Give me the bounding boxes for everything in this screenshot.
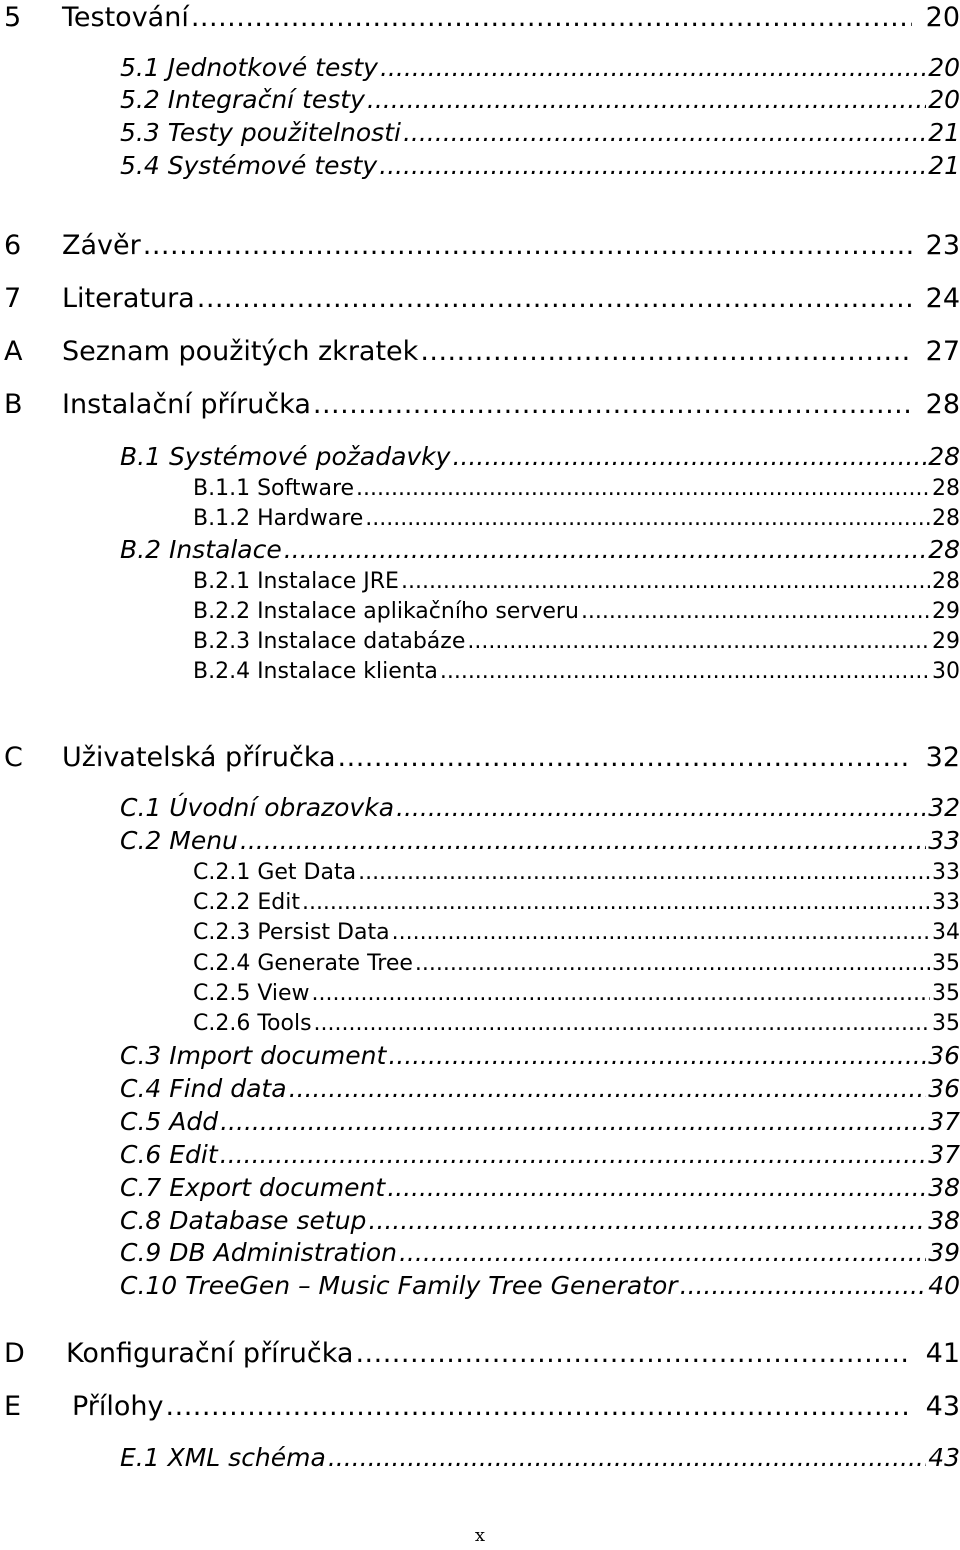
toc-entry-title: E.1 XML schéma bbox=[120, 1443, 326, 1472]
dot-leader bbox=[401, 567, 930, 597]
page-number: x bbox=[474, 1525, 486, 1546]
dot-leader bbox=[399, 1237, 926, 1269]
toc-entry-title: C.2.5 View bbox=[193, 981, 310, 1006]
toc-entry-subsection-b-2-2[interactable] bbox=[193, 597, 960, 627]
toc-entry-subsection-b-1-1[interactable] bbox=[193, 474, 960, 504]
dot-leader bbox=[284, 534, 926, 566]
toc-entry-page: 32 bbox=[928, 793, 960, 822]
toc-entry-section-5-1[interactable] bbox=[120, 52, 960, 84]
toc-entry-title: C.2.6 Tools bbox=[193, 1011, 312, 1036]
toc-entry-page: 38 bbox=[928, 1173, 960, 1202]
toc-entry-title: Přílohy bbox=[72, 1391, 164, 1422]
dot-leader bbox=[355, 1336, 911, 1372]
toc-entry-title: B.1 Systémové požadavky bbox=[120, 442, 451, 471]
toc-entry-subsection-c-2-4[interactable] bbox=[193, 949, 960, 979]
toc-entry-page: 21 bbox=[928, 151, 960, 180]
dot-leader bbox=[380, 52, 926, 84]
toc-entry-title: 5.1 Jednotkové testy bbox=[120, 53, 378, 82]
dot-leader bbox=[440, 657, 930, 687]
toc-entry-page: 33 bbox=[932, 860, 960, 885]
toc-entry-chapter-5[interactable] bbox=[0, 0, 960, 36]
dot-leader bbox=[143, 228, 912, 264]
toc-entry-title: Uživatelská příručka bbox=[62, 742, 336, 773]
toc-entry-subsection-b-2-4[interactable] bbox=[193, 657, 960, 687]
dot-leader bbox=[358, 858, 930, 888]
toc-entry-subsection-b-2-1[interactable] bbox=[193, 567, 960, 597]
toc-entry-section-c-6[interactable] bbox=[120, 1139, 960, 1171]
toc-entry-section-e-1[interactable] bbox=[120, 1442, 960, 1474]
toc-entry-page: 20 bbox=[928, 53, 960, 82]
toc-entry-appendix-e[interactable] bbox=[0, 1389, 960, 1425]
toc-entry-number: B bbox=[4, 389, 23, 420]
toc-entry-page: 28 bbox=[932, 476, 960, 501]
toc-entry-title: C.2.1 Get Data bbox=[193, 860, 357, 885]
toc-entry-appendix-c[interactable] bbox=[0, 740, 960, 776]
toc-entry-title: C.2 Menu bbox=[120, 826, 238, 855]
toc-entry-section-c-9[interactable] bbox=[120, 1237, 960, 1269]
toc-entry-page: 28 bbox=[928, 442, 960, 471]
dot-leader bbox=[365, 504, 930, 534]
toc-entry-title: B.2.4 Instalace klienta bbox=[193, 659, 438, 684]
toc-entry-page: 20 bbox=[928, 85, 960, 114]
toc-entry-title: C.7 Export document bbox=[120, 1173, 386, 1202]
toc-entry-title: C.5 Add bbox=[120, 1107, 219, 1136]
dot-leader bbox=[581, 597, 930, 627]
toc-entry-section-c-8[interactable] bbox=[120, 1205, 960, 1237]
toc-entry-title: 5.3 Testy použitelnosti bbox=[120, 118, 401, 147]
toc-entry-section-c-3[interactable] bbox=[120, 1040, 960, 1072]
toc-entry-page: 28 bbox=[932, 506, 960, 531]
toc-entry-subsection-c-2-1[interactable] bbox=[193, 858, 960, 888]
dot-leader bbox=[415, 949, 930, 979]
dot-leader bbox=[338, 740, 912, 776]
dot-leader bbox=[314, 1009, 930, 1039]
toc-entry-section-b-1[interactable] bbox=[120, 441, 960, 473]
toc-entry-number: 7 bbox=[4, 283, 22, 314]
toc-entry-page: 35 bbox=[932, 1011, 960, 1036]
toc-entry-page: 35 bbox=[932, 951, 960, 976]
toc-entry-title: C.1 Úvodní obrazovka bbox=[120, 793, 395, 822]
toc-entry-page: 28 bbox=[928, 535, 960, 564]
toc-entry-title: B.1.1 Software bbox=[193, 476, 355, 501]
dot-leader bbox=[452, 441, 926, 473]
toc-entry-title: C.9 DB Administration bbox=[120, 1238, 397, 1267]
dot-leader bbox=[240, 825, 926, 857]
toc-entry-number: 5 bbox=[4, 2, 22, 33]
dot-leader bbox=[367, 84, 926, 116]
toc-entry-subsection-c-2-3[interactable] bbox=[193, 918, 960, 948]
toc-entry-subsection-c-2-6[interactable] bbox=[193, 1009, 960, 1039]
toc-entry-page: 34 bbox=[932, 920, 960, 945]
toc-entry-number: D bbox=[4, 1338, 25, 1369]
toc-entry-number: A bbox=[4, 336, 23, 367]
toc-entry-page: 23 bbox=[925, 230, 960, 261]
toc-entry-title: 5.4 Systémové testy bbox=[120, 151, 378, 180]
toc-entry-title: Literatura bbox=[62, 283, 195, 314]
toc-entry-title: B.1.2 Hardware bbox=[193, 506, 364, 531]
toc-entry-appendix-a[interactable] bbox=[0, 334, 960, 370]
toc-entry-subsection-c-2-5[interactable] bbox=[193, 979, 960, 1009]
toc-entry-page: 20 bbox=[925, 2, 960, 33]
toc-entry-section-5-3[interactable] bbox=[120, 117, 960, 149]
toc-entry-title: C.3 Import document bbox=[120, 1041, 387, 1070]
toc-entry-page: 29 bbox=[932, 599, 960, 624]
toc-entry-section-c-5[interactable] bbox=[120, 1106, 960, 1138]
toc-entry-page: 24 bbox=[925, 283, 960, 314]
dot-leader bbox=[312, 979, 930, 1009]
toc-entry-title: C.2.2 Edit bbox=[193, 890, 300, 915]
dot-leader bbox=[680, 1270, 927, 1302]
toc-entry-page: 38 bbox=[928, 1206, 960, 1235]
dot-leader bbox=[220, 1139, 927, 1171]
toc-entry-subsection-b-1-2[interactable] bbox=[193, 504, 960, 534]
toc-entry-section-5-2[interactable] bbox=[120, 84, 960, 116]
toc-entry-page: 43 bbox=[928, 1443, 960, 1472]
dot-leader bbox=[387, 1172, 926, 1204]
dot-leader bbox=[166, 1389, 912, 1425]
toc-entry-subsection-b-2-3[interactable] bbox=[193, 627, 960, 657]
dot-leader bbox=[220, 1106, 926, 1138]
toc-entry-title: 5.2 Integrační testy bbox=[120, 85, 365, 114]
dot-leader bbox=[191, 0, 912, 36]
dot-leader bbox=[197, 281, 912, 317]
toc-entry-title: C.6 Edit bbox=[120, 1140, 218, 1169]
dot-leader bbox=[313, 387, 912, 423]
toc-entry-page: 30 bbox=[932, 659, 960, 684]
toc-entry-appendix-b[interactable] bbox=[0, 387, 960, 423]
dot-leader bbox=[368, 1205, 926, 1237]
toc-entry-page: 39 bbox=[928, 1238, 960, 1267]
dot-leader bbox=[356, 474, 930, 504]
toc-entry-page: 33 bbox=[928, 826, 960, 855]
dot-leader bbox=[388, 1040, 926, 1072]
toc-entry-page: 21 bbox=[928, 118, 960, 147]
dot-leader bbox=[302, 888, 930, 918]
toc-entry-page: 28 bbox=[925, 389, 960, 420]
toc-entry-page: 36 bbox=[928, 1041, 960, 1070]
toc-entry-section-5-4[interactable] bbox=[120, 150, 960, 182]
toc-entry-page: 36 bbox=[928, 1074, 960, 1103]
dot-leader bbox=[289, 1073, 927, 1105]
toc-entry-title: C.2.3 Persist Data bbox=[193, 920, 390, 945]
toc-entry-page: 43 bbox=[925, 1391, 960, 1422]
toc-entry-section-c-4[interactable] bbox=[120, 1073, 960, 1105]
toc-entry-page: 37 bbox=[928, 1107, 960, 1136]
toc-entry-chapter-7[interactable] bbox=[0, 281, 960, 317]
toc-entry-title: C.2.4 Generate Tree bbox=[193, 951, 413, 976]
toc-entry-title: Instalační příručka bbox=[62, 389, 311, 420]
toc-entry-page: 32 bbox=[925, 742, 960, 773]
toc-entry-title: Seznam použitých zkratek bbox=[62, 336, 419, 367]
toc-entry-title: B.2.1 Instalace JRE bbox=[193, 569, 399, 594]
dot-leader bbox=[392, 918, 930, 948]
toc-entry-page: 33 bbox=[932, 890, 960, 915]
toc-entry-number: C bbox=[4, 742, 23, 773]
toc-entry-number: E bbox=[4, 1391, 22, 1422]
toc-entry-page: 28 bbox=[932, 569, 960, 594]
dot-leader bbox=[467, 627, 930, 657]
dot-leader bbox=[396, 792, 926, 824]
toc-entry-section-c-2[interactable] bbox=[120, 825, 960, 857]
toc-entry-title: B.2.2 Instalace aplikačního serveru bbox=[193, 599, 579, 624]
toc-entry-page: 37 bbox=[928, 1140, 960, 1169]
toc-entry-title: C.10 TreeGen – Music Family Tree Generator bbox=[120, 1271, 678, 1300]
toc-entry-section-c-1[interactable] bbox=[120, 792, 960, 824]
toc-entry-section-c-10[interactable] bbox=[120, 1270, 960, 1302]
toc-entry-page: 40 bbox=[928, 1271, 960, 1300]
toc-entry-page: 41 bbox=[925, 1338, 960, 1369]
toc-entry-title: Testování bbox=[62, 2, 189, 33]
toc-entry-chapter-6[interactable] bbox=[0, 228, 960, 264]
toc-entry-subsection-c-2-2[interactable] bbox=[193, 888, 960, 918]
toc-entry-section-c-7[interactable] bbox=[120, 1172, 960, 1204]
toc-entry-page: 29 bbox=[932, 629, 960, 654]
toc-entry-title: B.2 Instalace bbox=[120, 535, 282, 564]
toc-entry-title: C.4 Find data bbox=[120, 1074, 287, 1103]
toc-entry-title: Konfigurační příručka bbox=[66, 1338, 354, 1369]
toc-entry-title: C.8 Database setup bbox=[120, 1206, 367, 1235]
dot-leader bbox=[403, 117, 926, 149]
toc-entry-section-b-2[interactable] bbox=[120, 534, 960, 566]
dot-leader bbox=[379, 150, 926, 182]
toc-entry-appendix-d[interactable] bbox=[0, 1336, 960, 1372]
dot-leader bbox=[420, 334, 911, 370]
toc-entry-title: B.2.3 Instalace databáze bbox=[193, 629, 466, 654]
dot-leader bbox=[328, 1442, 926, 1474]
toc-entry-title: Závěr bbox=[62, 230, 141, 261]
toc-entry-number: 6 bbox=[4, 230, 22, 261]
toc-entry-page: 35 bbox=[932, 981, 960, 1006]
toc-entry-page: 27 bbox=[925, 336, 960, 367]
